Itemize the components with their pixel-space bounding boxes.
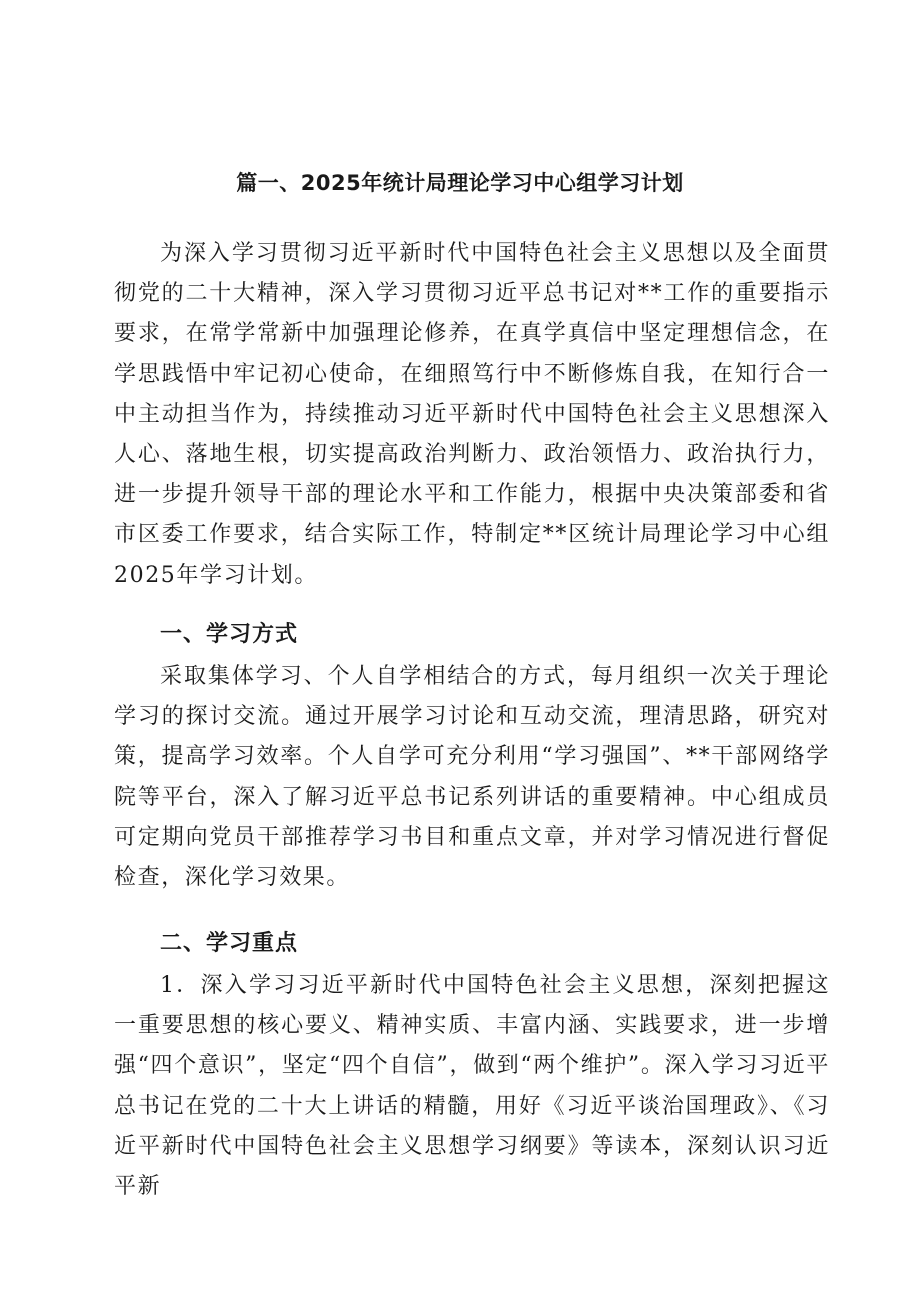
intro-paragraph: 为深入学习贯彻习近平新时代中国特色社会主义思想以及全面贯彻党的二十大精神，深入学习贯彻习近平总书记对**工作的重要指示要求，在常学常新中加强理论修养，在真学真信中坚定理想信念，在学思践悟中牢记初心使命，在细照笃行中不断修炼自我，在知行合一中主动担当作为，持续推动习近平新时代中国特色社会主义思想深入人心、落地生根，切实提高政治判断力、政治领悟力、政治执行力，进一步提升领导干部的理论水平和工作能力，根据中央决策部委和省市区委工作要求，结合实际工作，特制定**区统计局理论学习中心组2025年学习计划。 xyxy=(114,241,830,588)
section-study-method xyxy=(114,657,830,898)
section-heading-study-method: 一、学习方式 xyxy=(160,622,299,647)
intro-block xyxy=(114,234,830,596)
document-title: 篇一、2025年统计局理论学习中心组学习计划 xyxy=(236,171,684,195)
section-study-focus xyxy=(114,966,830,1207)
section-heading-study-focus: 二、学习重点 xyxy=(160,931,299,956)
study-focus-item-1: 1．深入学习习近平新时代中国特色社会主义思想，深刻把握这一重要思想的核心要义、精神实质、丰富内涵、实践要求，进一步增强“四个意识”，坚定“四个自信”，做到“两个维护”。深入学习习近平总书记在党的二十大上讲话的精髓，用好《习近平谈治国理政》、《习近平新时代中国特色社会主义思想学习纲要》等读本，深刻认识习近平新 xyxy=(114,973,830,1200)
study-method-paragraph: 采取集体学习、个人自学相结合的方式，每月组织一次关于理论学习的探讨交流。通过开展学习讨论和互动交流，理清思路，研究对策，提高学习效率。个人自学可充分利用“学习强国”、**干部网络学院等平台，深入了解习近平总书记系列讲话的重要精神。中心组成员可定期向党员干部推荐学习书目和重点文章，并对学习情况进行督促检查，深化学习效果。 xyxy=(114,664,830,891)
